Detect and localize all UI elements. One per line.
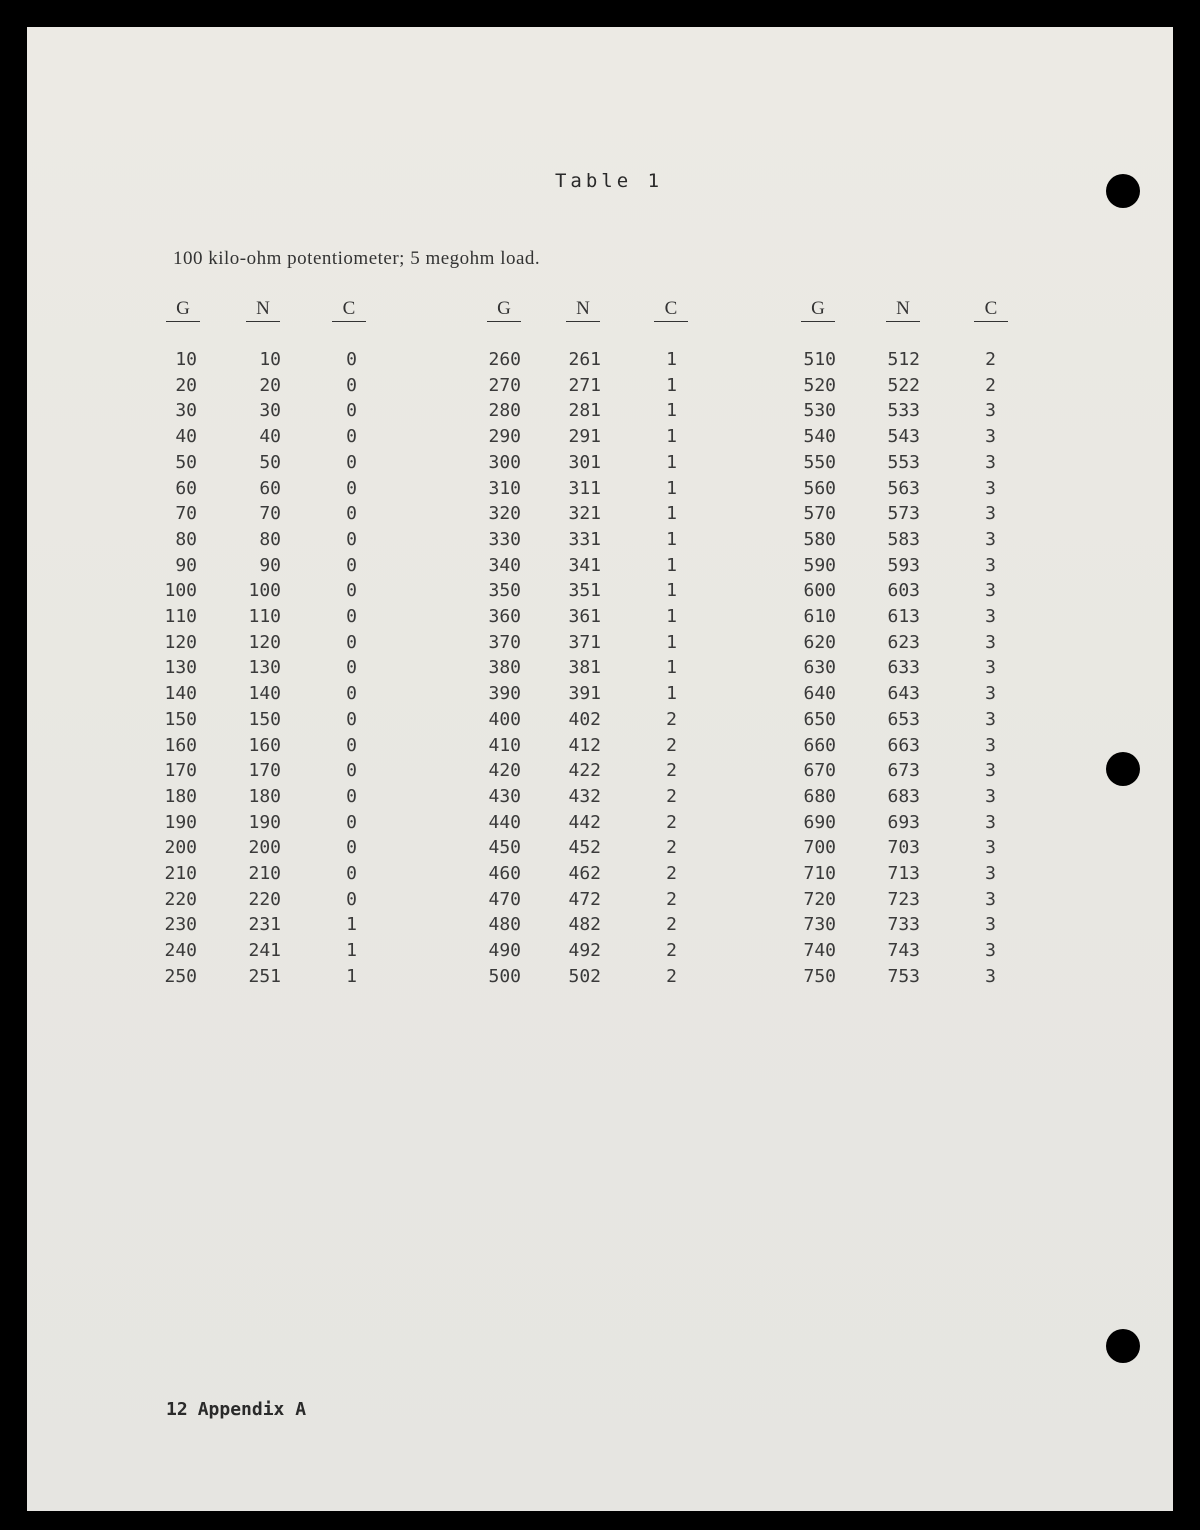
table-cell: 0 <box>346 632 357 653</box>
table-cell: 720 <box>803 889 836 910</box>
table-cell: 220 <box>164 889 197 910</box>
table-cell: 693 <box>887 812 920 833</box>
table-cell: 0 <box>346 812 357 833</box>
table-cell: 120 <box>164 632 197 653</box>
table-cell: 190 <box>248 812 281 833</box>
table-cell: 3 <box>985 889 996 910</box>
table-cell: 270 <box>488 375 521 396</box>
table-cell: 170 <box>164 760 197 781</box>
table-cell: 432 <box>568 786 601 807</box>
table-cell: 450 <box>488 837 521 858</box>
table-cell: 70 <box>175 503 197 524</box>
table-cell: 710 <box>803 863 836 884</box>
table-cell: 492 <box>568 940 601 961</box>
table-cell: 680 <box>803 786 836 807</box>
table-cell: 70 <box>259 503 281 524</box>
table-cell: 1 <box>346 966 357 987</box>
table-cell: 0 <box>346 452 357 473</box>
table-cell: 3 <box>985 812 996 833</box>
table-cell: 590 <box>803 555 836 576</box>
table-cell: 50 <box>259 452 281 473</box>
column-header-c: C <box>974 298 1008 322</box>
table-cell: 370 <box>488 632 521 653</box>
table-cell: 2 <box>666 760 677 781</box>
table-cell: 670 <box>803 760 836 781</box>
binder-hole <box>1106 1329 1140 1363</box>
table-cell: 0 <box>346 503 357 524</box>
table-cell: 210 <box>164 863 197 884</box>
table-cell: 1 <box>666 400 677 421</box>
table-cell: 180 <box>164 786 197 807</box>
table-cell: 90 <box>175 555 197 576</box>
table-cell: 210 <box>248 863 281 884</box>
table-cell: 130 <box>248 657 281 678</box>
table-cell: 30 <box>259 400 281 421</box>
table-cell: 90 <box>259 555 281 576</box>
table-cell: 0 <box>346 555 357 576</box>
table-cell: 311 <box>568 478 601 499</box>
table-cell: 0 <box>346 657 357 678</box>
table-cell: 160 <box>248 735 281 756</box>
table-cell: 30 <box>175 400 197 421</box>
table-cell: 3 <box>985 555 996 576</box>
table-cell: 170 <box>248 760 281 781</box>
table-cell: 452 <box>568 837 601 858</box>
table-cell: 1 <box>666 349 677 370</box>
table-cell: 371 <box>568 632 601 653</box>
table-cell: 1 <box>346 914 357 935</box>
table-cell: 700 <box>803 837 836 858</box>
table-cell: 462 <box>568 863 601 884</box>
table-cell: 3 <box>985 683 996 704</box>
table-cell: 583 <box>887 529 920 550</box>
table-cell: 663 <box>887 735 920 756</box>
table-cell: 740 <box>803 940 836 961</box>
table-cell: 100 <box>248 580 281 601</box>
table-cell: 380 <box>488 657 521 678</box>
table-cell: 2 <box>666 735 677 756</box>
table-cell: 613 <box>887 606 920 627</box>
table-cell: 530 <box>803 400 836 421</box>
table-cell: 750 <box>803 966 836 987</box>
table-cell: 3 <box>985 580 996 601</box>
table-cell: 3 <box>985 940 996 961</box>
table-cell: 3 <box>985 478 996 499</box>
table-cell: 540 <box>803 426 836 447</box>
table-cell: 351 <box>568 580 601 601</box>
table-cell: 400 <box>488 709 521 730</box>
table-cell: 580 <box>803 529 836 550</box>
table-cell: 0 <box>346 426 357 447</box>
table-cell: 570 <box>803 503 836 524</box>
table-cell: 240 <box>164 940 197 961</box>
table-cell: 512 <box>887 349 920 370</box>
table-cell: 250 <box>164 966 197 987</box>
table-cell: 3 <box>985 735 996 756</box>
table-cell: 420 <box>488 760 521 781</box>
table-cell: 80 <box>175 529 197 550</box>
table-cell: 100 <box>164 580 197 601</box>
table-cell: 3 <box>985 400 996 421</box>
table-cell: 442 <box>568 812 601 833</box>
table-cell: 480 <box>488 914 521 935</box>
table-cell: 402 <box>568 709 601 730</box>
table-cell: 522 <box>887 375 920 396</box>
table-title: Table 1 <box>554 170 664 192</box>
table-cell: 0 <box>346 683 357 704</box>
table-cell: 0 <box>346 529 357 550</box>
table-cell: 690 <box>803 812 836 833</box>
table-cell: 180 <box>248 786 281 807</box>
table-cell: 60 <box>175 478 197 499</box>
table-cell: 1 <box>666 426 677 447</box>
table-cell: 0 <box>346 735 357 756</box>
table-cell: 1 <box>346 940 357 961</box>
table-cell: 1 <box>666 478 677 499</box>
table-cell: 391 <box>568 683 601 704</box>
table-cell: 753 <box>887 966 920 987</box>
table-cell: 301 <box>568 452 601 473</box>
page-footer <box>166 1399 306 1420</box>
table-cell: 3 <box>985 452 996 473</box>
table-cell: 410 <box>488 735 521 756</box>
column-header-g: G <box>801 298 835 322</box>
table-cell: 0 <box>346 760 357 781</box>
table-cell: 290 <box>488 426 521 447</box>
table-cell: 703 <box>887 837 920 858</box>
table-cell: 2 <box>666 709 677 730</box>
table-cell: 350 <box>488 580 521 601</box>
table-cell: 422 <box>568 760 601 781</box>
table-cell: 723 <box>887 889 920 910</box>
table-cell: 0 <box>346 375 357 396</box>
table-cell: 490 <box>488 940 521 961</box>
table-cell: 500 <box>488 966 521 987</box>
table-cell: 730 <box>803 914 836 935</box>
table-cell: 560 <box>803 478 836 499</box>
table-cell: 412 <box>568 735 601 756</box>
table-cell: 140 <box>248 683 281 704</box>
table-cell: 40 <box>259 426 281 447</box>
column-header-n: N <box>246 298 280 322</box>
table-cell: 3 <box>985 657 996 678</box>
table-cell: 3 <box>985 914 996 935</box>
table-cell: 2 <box>985 349 996 370</box>
table-cell: 220 <box>248 889 281 910</box>
table-cell: 340 <box>488 555 521 576</box>
table-subtitle: 100 kilo-ohm potentiometer; 5 megohm load. <box>173 248 541 269</box>
table-cell: 241 <box>248 940 281 961</box>
table-cell: 341 <box>568 555 601 576</box>
table-cell: 603 <box>887 580 920 601</box>
table-cell: 0 <box>346 837 357 858</box>
table-cell: 10 <box>175 349 197 370</box>
table-cell: 610 <box>803 606 836 627</box>
table-cell: 330 <box>488 529 521 550</box>
table-cell: 2 <box>666 786 677 807</box>
page-number: 12 <box>166 1399 188 1420</box>
table-cell: 160 <box>164 735 197 756</box>
table-cell: 321 <box>568 503 601 524</box>
table-cell: 620 <box>803 632 836 653</box>
table-cell: 3 <box>985 503 996 524</box>
table-cell: 20 <box>259 375 281 396</box>
table-cell: 271 <box>568 375 601 396</box>
table-cell: 310 <box>488 478 521 499</box>
table-cell: 743 <box>887 940 920 961</box>
table-cell: 50 <box>175 452 197 473</box>
table-cell: 200 <box>164 837 197 858</box>
table-cell: 0 <box>346 606 357 627</box>
table-cell: 381 <box>568 657 601 678</box>
table-cell: 261 <box>568 349 601 370</box>
table-cell: 1 <box>666 632 677 653</box>
table-cell: 502 <box>568 966 601 987</box>
table-cell: 0 <box>346 349 357 370</box>
table-cell: 553 <box>887 452 920 473</box>
table-cell: 643 <box>887 683 920 704</box>
table-cell: 60 <box>259 478 281 499</box>
table-cell: 150 <box>164 709 197 730</box>
table-cell: 331 <box>568 529 601 550</box>
table-cell: 260 <box>488 349 521 370</box>
table-cell: 573 <box>887 503 920 524</box>
table-cell: 3 <box>985 632 996 653</box>
table-cell: 320 <box>488 503 521 524</box>
table-cell: 660 <box>803 735 836 756</box>
column-header-g: G <box>166 298 200 322</box>
table-cell: 543 <box>887 426 920 447</box>
table-cell: 150 <box>248 709 281 730</box>
table-cell: 10 <box>259 349 281 370</box>
table-cell: 630 <box>803 657 836 678</box>
table-cell: 3 <box>985 426 996 447</box>
appendix-label: Appendix A <box>197 1399 307 1420</box>
table-cell: 3 <box>985 529 996 550</box>
table-cell: 0 <box>346 400 357 421</box>
table-cell: 110 <box>248 606 281 627</box>
table-cell: 650 <box>803 709 836 730</box>
table-cell: 1 <box>666 606 677 627</box>
table-cell: 482 <box>568 914 601 935</box>
table-cell: 2 <box>666 863 677 884</box>
table-cell: 633 <box>887 657 920 678</box>
table-cell: 20 <box>175 375 197 396</box>
table-cell: 130 <box>164 657 197 678</box>
table-cell: 640 <box>803 683 836 704</box>
table-cell: 3 <box>985 760 996 781</box>
table-cell: 280 <box>488 400 521 421</box>
table-cell: 1 <box>666 452 677 473</box>
table-cell: 510 <box>803 349 836 370</box>
table-cell: 0 <box>346 786 357 807</box>
table-cell: 3 <box>985 966 996 987</box>
table-cell: 683 <box>887 786 920 807</box>
table-cell: 1 <box>666 503 677 524</box>
table-cell: 2 <box>666 837 677 858</box>
table-cell: 430 <box>488 786 521 807</box>
table-cell: 200 <box>248 837 281 858</box>
table-cell: 360 <box>488 606 521 627</box>
table-cell: 2 <box>666 812 677 833</box>
column-header-g: G <box>487 298 521 322</box>
column-header-n: N <box>566 298 600 322</box>
table-cell: 230 <box>164 914 197 935</box>
table-cell: 2 <box>666 966 677 987</box>
table-cell: 390 <box>488 683 521 704</box>
table-cell: 563 <box>887 478 920 499</box>
table-cell: 1 <box>666 657 677 678</box>
table-cell: 120 <box>248 632 281 653</box>
column-header-c: C <box>332 298 366 322</box>
table-cell: 673 <box>887 760 920 781</box>
table-cell: 40 <box>175 426 197 447</box>
table-cell: 440 <box>488 812 521 833</box>
table-cell: 550 <box>803 452 836 473</box>
table-cell: 733 <box>887 914 920 935</box>
table-cell: 520 <box>803 375 836 396</box>
table-cell: 80 <box>259 529 281 550</box>
table-cell: 1 <box>666 375 677 396</box>
table-cell: 190 <box>164 812 197 833</box>
column-header-c: C <box>654 298 688 322</box>
table-cell: 713 <box>887 863 920 884</box>
table-cell: 533 <box>887 400 920 421</box>
table-cell: 653 <box>887 709 920 730</box>
table-cell: 1 <box>666 683 677 704</box>
table-cell: 0 <box>346 863 357 884</box>
table-cell: 2 <box>666 914 677 935</box>
table-cell: 600 <box>803 580 836 601</box>
table-cell: 231 <box>248 914 281 935</box>
table-cell: 623 <box>887 632 920 653</box>
table-cell: 472 <box>568 889 601 910</box>
table-cell: 1 <box>666 529 677 550</box>
table-cell: 140 <box>164 683 197 704</box>
table-cell: 251 <box>248 966 281 987</box>
table-cell: 0 <box>346 580 357 601</box>
column-header-n: N <box>886 298 920 322</box>
table-cell: 2 <box>666 940 677 961</box>
table-cell: 3 <box>985 786 996 807</box>
table-cell: 470 <box>488 889 521 910</box>
table-cell: 291 <box>568 426 601 447</box>
table-cell: 2 <box>985 375 996 396</box>
table-cell: 1 <box>666 555 677 576</box>
table-cell: 3 <box>985 606 996 627</box>
table-cell: 0 <box>346 478 357 499</box>
table-cell: 3 <box>985 709 996 730</box>
table-cell: 300 <box>488 452 521 473</box>
table-cell: 281 <box>568 400 601 421</box>
table-cell: 361 <box>568 606 601 627</box>
table-cell: 1 <box>666 580 677 601</box>
binder-hole <box>1106 752 1140 786</box>
table-cell: 593 <box>887 555 920 576</box>
table-cell: 0 <box>346 709 357 730</box>
table-cell: 0 <box>346 889 357 910</box>
table-cell: 3 <box>985 863 996 884</box>
table-cell: 2 <box>666 889 677 910</box>
table-cell: 3 <box>985 837 996 858</box>
table-cell: 460 <box>488 863 521 884</box>
table-cell: 110 <box>164 606 197 627</box>
